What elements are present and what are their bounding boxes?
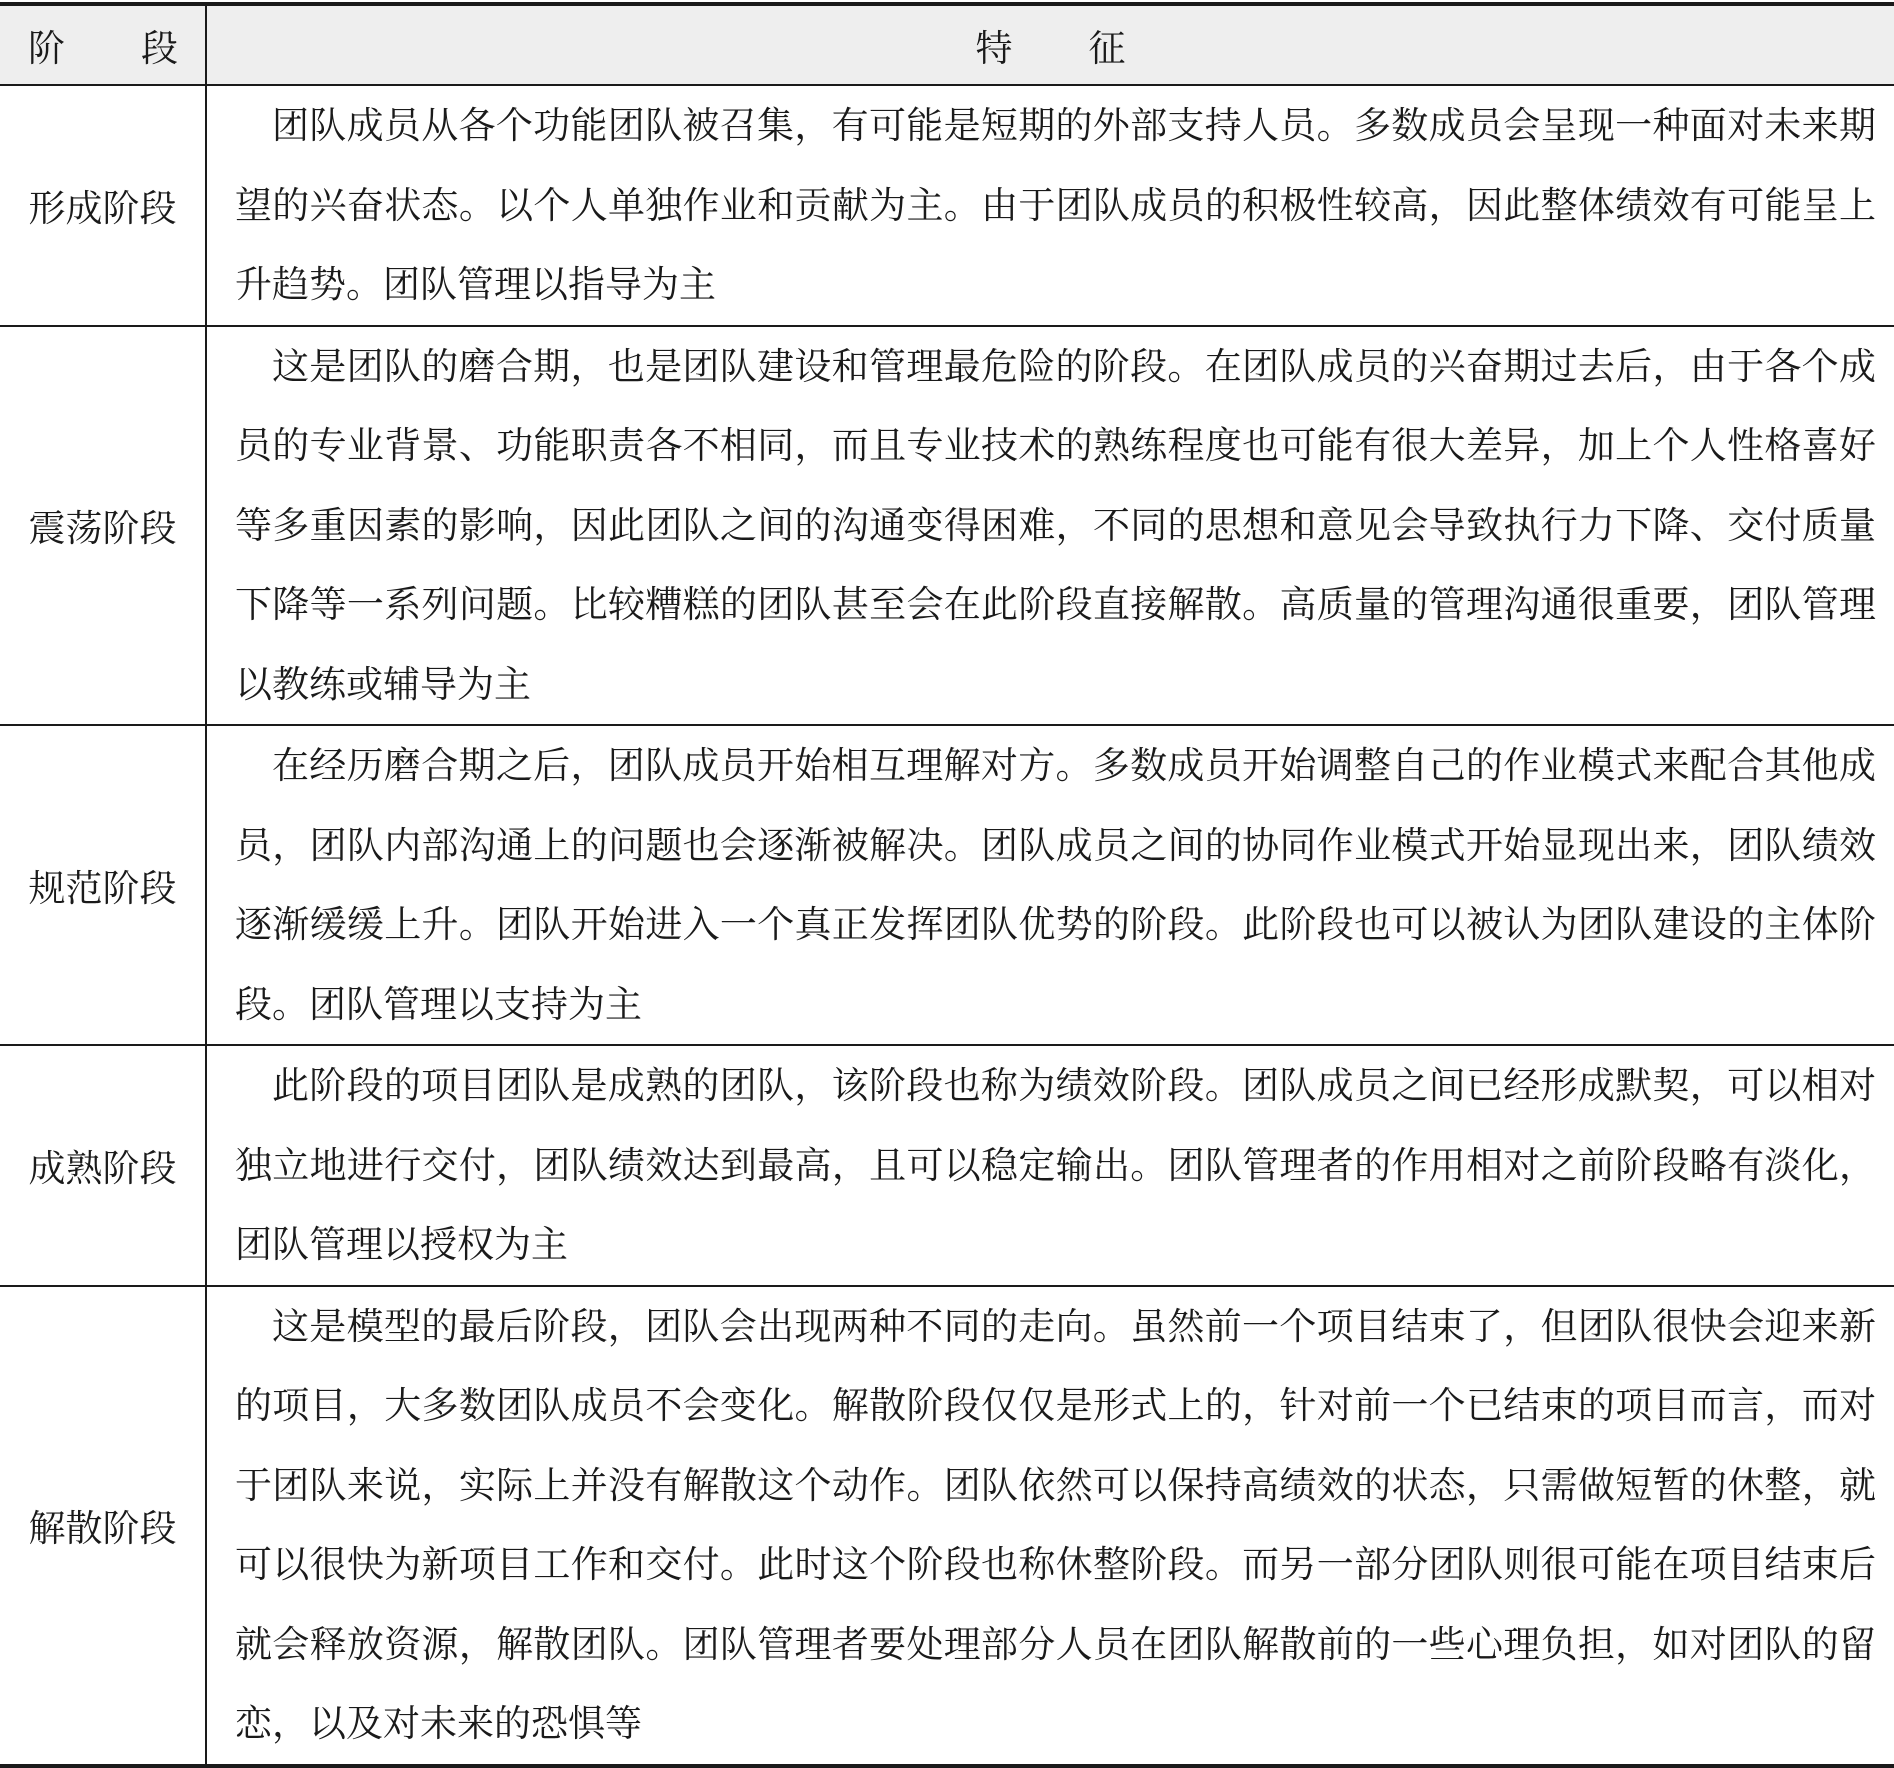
stage-cell: 规范阶段: [0, 725, 206, 1045]
feature-cell: 此阶段的项目团队是成熟的团队，该阶段也称为绩效阶段。团队成员之间已经形成默契，可以相对独立地进行交付，团队绩效达到最高，且可以稳定输出。团队管理者的作用相对之前阶段略有淡化，团队管理以授权为主: [206, 1045, 1894, 1286]
table-row: [0, 85, 1894, 326]
stage-cell: 解散阶段: [0, 1286, 206, 1766]
header-feature: [206, 4, 1894, 85]
header-stage-char-2: 段: [141, 27, 178, 70]
header-feature-char-1: 特: [975, 27, 1013, 70]
table-row: [0, 1045, 1894, 1286]
table-row: [0, 326, 1894, 726]
table-row: [0, 1286, 1894, 1766]
feature-cell: 团队成员从各个功能团队被召集，有可能是短期的外部支持人员。多数成员会呈现一种面对未来期望的兴奋状态。以个人单独作业和贡献为主。由于团队成员的积极性较高，因此整体绩效有可能呈上升趋势。团队管理以指导为主: [206, 85, 1894, 326]
feature-cell: 这是团队的磨合期，也是团队建设和管理最危险的阶段。在团队成员的兴奋期过去后，由于各个成员的专业背景、功能职责各不相同，而且专业技术的熟练程度也可能有很大差异，加上个人性格喜好等多重因素的影响，因此团队之间的沟通变得困难，不同的思想和意见会导致执行力下降、交付质量下降等一系列问题。比较糟糕的团队甚至会在此阶段直接解散。高质量的管理沟通很重要，团队管理以教练或辅导为主: [206, 326, 1894, 726]
table-row: [0, 725, 1894, 1045]
header-stage: [0, 4, 206, 85]
stage-cell: 形成阶段: [0, 85, 206, 326]
stage-cell: 成熟阶段: [0, 1045, 206, 1286]
header-stage-char-1: 阶: [28, 27, 65, 70]
feature-cell: 这是模型的最后阶段，团队会出现两种不同的走向。虽然前一个项目结束了，但团队很快会迎来新的项目，大多数团队成员不会变化。解散阶段仅仅是形式上的，针对前一个已结束的项目而言，而对于团队来说，实际上并没有解散这个动作。团队依然可以保持高绩效的状态，只需做短暂的休整，就可以很快为新项目工作和交付。此时这个阶段也称休整阶段。而另一部分团队则很可能在项目结束后就会释放资源，解散团队。团队管理者要处理部分人员在团队解散前的一些心理负担，如对团队的留恋，以及对未来的恐惧等: [235, 1304, 1876, 1745]
header-feature-char-2: 征: [1088, 27, 1126, 70]
team-stages-table: [0, 2, 1894, 1768]
stage-cell: 震荡阶段: [0, 326, 206, 726]
header-row: [0, 4, 1894, 85]
feature-cell: 在经历磨合期之后，团队成员开始相互理解对方。多数成员开始调整自己的作业模式来配合其他成员，团队内部沟通上的问题也会逐渐被解决。团队成员之间的协同作业模式开始显现出来，团队绩效逐渐缓缓上升。团队开始进入一个真正发挥团队优势的阶段。此阶段也可以被认为团队建设的主体阶段。团队管理以支持为主: [206, 725, 1894, 1045]
